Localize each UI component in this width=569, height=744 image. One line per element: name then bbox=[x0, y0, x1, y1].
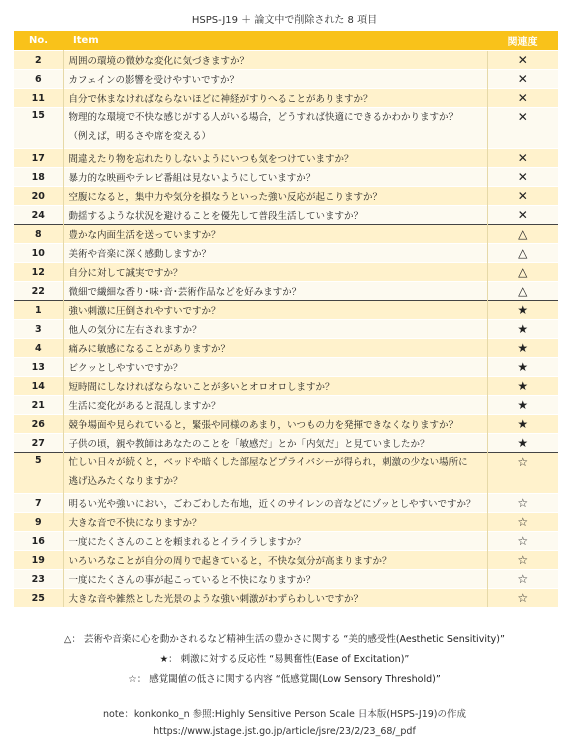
relevance-symbol: ★ bbox=[487, 339, 558, 358]
table-row bbox=[14, 244, 558, 263]
item-text-line: 競争場面や見られていると，緊張や同様のあまり，いつもの力を発揮できなくなりますか？ bbox=[68, 420, 459, 431]
table-row bbox=[14, 89, 558, 108]
item-text bbox=[63, 149, 487, 168]
item-text-line: 美術や音楽に深く感動しますか？ bbox=[68, 249, 212, 260]
table-row bbox=[14, 494, 558, 513]
table-body bbox=[14, 51, 558, 608]
relevance-symbol: ★ bbox=[487, 301, 558, 320]
relevance-symbol: ✕ bbox=[487, 149, 558, 168]
items-table bbox=[14, 31, 558, 607]
item-text-line: 空腹になると，集中力や気分を損なうといった強い反応が起こりますか？ bbox=[68, 192, 383, 203]
item-text bbox=[63, 494, 487, 513]
table-row bbox=[14, 70, 558, 89]
item-number: 18 bbox=[14, 168, 63, 187]
item-number: 22 bbox=[14, 282, 63, 301]
table-row bbox=[14, 513, 558, 532]
item-text-line: ビクッとしやすいですか？ bbox=[68, 363, 183, 374]
item-text bbox=[63, 70, 487, 89]
item-number: 11 bbox=[14, 89, 63, 108]
legend-low-threshold: ☆： 感覚閾値の低さに関する内容 “低感覚閾(Low Sensory Threshold)” bbox=[128, 674, 441, 685]
table-row bbox=[14, 282, 558, 301]
table-row bbox=[14, 51, 558, 70]
item-text-line: 物理的な環境で不快な感じがする人がいる場合，どうすれば快適にできるかわかりますか？ bbox=[68, 112, 459, 123]
item-text bbox=[63, 570, 487, 589]
item-number: 26 bbox=[14, 415, 63, 434]
table-row bbox=[14, 108, 558, 149]
item-text bbox=[63, 589, 487, 608]
item-text-line: 暴力的な映画やテレビ番組は見ないようにしていますか？ bbox=[68, 173, 316, 184]
item-text-line: 痛みに敏感になることがありますか？ bbox=[68, 344, 231, 355]
item-number: 27 bbox=[14, 434, 63, 453]
item-text bbox=[63, 551, 487, 570]
item-text-line: 豊かな内面生活を送っていますか？ bbox=[68, 230, 221, 241]
item-text bbox=[63, 206, 487, 225]
item-text-line: 動揺するような状況を避けることを優先して普段生活していますか？ bbox=[68, 211, 364, 222]
table-row bbox=[14, 225, 558, 244]
item-text-line: カフェインの影響を受けやすいですか？ bbox=[68, 75, 240, 86]
relevance-symbol: ☆ bbox=[487, 494, 558, 513]
legend-aesthetic: △： 芸術や音楽に心を動かされるなど精神生活の豊かさに関する “美的感受性(Aesthetic Sensitivity)” bbox=[64, 634, 505, 645]
item-number: 3 bbox=[14, 320, 63, 339]
table-row bbox=[14, 263, 558, 282]
table-header-row bbox=[14, 31, 558, 51]
item-text-line: 周囲の環境の微妙な変化に気づきますか？ bbox=[68, 56, 250, 67]
item-text-line: 間違えたり物を忘れたりしないようにいつも気をつけていますか？ bbox=[68, 154, 354, 165]
table-row bbox=[14, 396, 558, 415]
item-number: 4 bbox=[14, 339, 63, 358]
item-text bbox=[63, 377, 487, 396]
relevance-symbol: ✕ bbox=[487, 168, 558, 187]
item-number: 8 bbox=[14, 225, 63, 244]
item-text-line: 明るい光や強いにおい，ごわごわした布地，近くのサイレンの音などにゾッとしやすいですか？ bbox=[68, 499, 476, 510]
item-text bbox=[63, 108, 487, 149]
table-row bbox=[14, 358, 558, 377]
item-text bbox=[63, 89, 487, 108]
relevance-symbol: ☆ bbox=[487, 551, 558, 570]
item-text bbox=[63, 320, 487, 339]
item-text bbox=[63, 396, 487, 415]
item-text-line: 忙しい日々が続くと，ベッドや暗くした部屋などプライバシーが得られ，刺激の少ない場所に bbox=[68, 457, 468, 468]
item-text-line: 子供の頃，親や教師はあなたのことを「敏感だ」とか「内気だ」と見ていましたか？ bbox=[68, 439, 430, 450]
item-number: 21 bbox=[14, 396, 63, 415]
relevance-symbol: ☆ bbox=[487, 589, 558, 608]
item-text bbox=[63, 225, 487, 244]
table-row bbox=[14, 301, 558, 320]
item-number: 25 bbox=[14, 589, 63, 608]
relevance-symbol: △ bbox=[487, 263, 558, 282]
item-text-line: 強い刺激に圧倒されやすいですか？ bbox=[68, 306, 221, 317]
item-text bbox=[63, 339, 487, 358]
table-row bbox=[14, 187, 558, 206]
relevance-symbol: ✕ bbox=[487, 206, 558, 225]
item-number: 2 bbox=[14, 51, 63, 70]
item-number: 13 bbox=[14, 358, 63, 377]
table-row bbox=[14, 453, 558, 494]
item-text bbox=[63, 263, 487, 282]
relevance-symbol: ✕ bbox=[487, 187, 558, 206]
table-row bbox=[14, 570, 558, 589]
footer-reference: note：konkonko_n 参照:Highly Sensitive Person Scale 日本版(HSPS-J19)の作成 bbox=[102, 709, 467, 720]
item-number: 1 bbox=[14, 301, 63, 320]
relevance-symbol: ★ bbox=[487, 358, 558, 377]
relevance-symbol: ★ bbox=[487, 434, 558, 453]
item-text-line: 自分で休まなければならないほどに神経がすりへることがありますか？ bbox=[68, 94, 373, 105]
table-row bbox=[14, 589, 558, 608]
relevance-symbol: △ bbox=[487, 244, 558, 263]
item-text-line: 生活に変化があると混乱しますか？ bbox=[68, 401, 221, 412]
item-text-line: 大きな音で不快になりますか？ bbox=[68, 518, 202, 529]
item-text bbox=[63, 244, 487, 263]
table-row bbox=[14, 377, 558, 396]
item-text-line: 一度にたくさんのことを頼まれるとイライラしますか？ bbox=[68, 537, 306, 548]
relevance-symbol: ✕ bbox=[487, 108, 558, 149]
item-number: 24 bbox=[14, 206, 63, 225]
table-row bbox=[14, 320, 558, 339]
relevance-symbol: ★ bbox=[487, 320, 558, 339]
item-text-line-2: 逃げ込みたくなりますか？ bbox=[68, 476, 183, 487]
page-title: HSPS-J19 ＋ 論文中で削除された 8 項目 bbox=[191, 15, 378, 26]
relevance-symbol: ☆ bbox=[487, 453, 558, 494]
relevance-symbol: ★ bbox=[487, 396, 558, 415]
relevance-symbol: ☆ bbox=[487, 513, 558, 532]
item-text-line: 他人の気分に左右されますか？ bbox=[68, 325, 202, 336]
item-text-line: 微細で繊細な香り･味･音･芸術作品などを好みますか？ bbox=[68, 287, 302, 298]
relevance-symbol: ★ bbox=[487, 415, 558, 434]
legend-notes bbox=[0, 630, 569, 690]
table-row bbox=[14, 168, 558, 187]
relevance-symbol: ☆ bbox=[487, 570, 558, 589]
relevance-symbol: ✕ bbox=[487, 70, 558, 89]
relevance-symbol: △ bbox=[487, 225, 558, 244]
item-text bbox=[63, 513, 487, 532]
item-number: 10 bbox=[14, 244, 63, 263]
item-number: 15 bbox=[14, 108, 63, 149]
footer bbox=[0, 706, 569, 740]
item-text bbox=[63, 282, 487, 301]
item-text bbox=[63, 532, 487, 551]
item-text bbox=[63, 187, 487, 206]
item-text-line: 短時間にしなければならないことが多いとオロオロしますか？ bbox=[68, 382, 335, 393]
table-row bbox=[14, 532, 558, 551]
item-text bbox=[63, 434, 487, 453]
item-text-line: いろいろなことが自分の周りで起きていると，不快な気分が高まりますか？ bbox=[68, 556, 392, 567]
relevance-symbol: ✕ bbox=[487, 51, 558, 70]
item-number: 5 bbox=[14, 453, 63, 494]
item-text-line-2: （例えば，明るさや席を変える） bbox=[68, 131, 212, 142]
item-text bbox=[63, 301, 487, 320]
item-text bbox=[63, 51, 487, 70]
item-text bbox=[63, 415, 487, 434]
item-number: 9 bbox=[14, 513, 63, 532]
table-row bbox=[14, 415, 558, 434]
item-number: 20 bbox=[14, 187, 63, 206]
legend-excitation: ★： 刺激に対する反応性 “易興奮性(Ease of Excitation)” bbox=[159, 654, 410, 665]
header-item: Item bbox=[63, 31, 487, 51]
footer-url[interactable]: https://www.jstage.jst.go.jp/article/jsre/23/2/23_68/_pdf bbox=[153, 726, 416, 737]
item-number: 19 bbox=[14, 551, 63, 570]
item-number: 12 bbox=[14, 263, 63, 282]
item-number: 23 bbox=[14, 570, 63, 589]
table-row bbox=[14, 206, 558, 225]
item-number: 7 bbox=[14, 494, 63, 513]
relevance-symbol: ☆ bbox=[487, 532, 558, 551]
header-no: No. bbox=[14, 31, 63, 51]
relevance-symbol: ✕ bbox=[487, 89, 558, 108]
relevance-symbol: △ bbox=[487, 282, 558, 301]
table-row bbox=[14, 551, 558, 570]
table-row bbox=[14, 434, 558, 453]
item-text bbox=[63, 358, 487, 377]
item-text bbox=[63, 453, 487, 494]
table-row bbox=[14, 339, 558, 358]
header-relevance: 関連度 bbox=[487, 31, 558, 51]
item-text-line: 自分に対して誠実ですか？ bbox=[68, 268, 183, 279]
table-row bbox=[14, 149, 558, 168]
relevance-symbol: ★ bbox=[487, 377, 558, 396]
item-text-line: 大きな音や雑然とした光景のような強い刺激がわずらわしいですか？ bbox=[68, 594, 364, 605]
item-number: 14 bbox=[14, 377, 63, 396]
item-number: 17 bbox=[14, 149, 63, 168]
item-text bbox=[63, 168, 487, 187]
item-number: 6 bbox=[14, 70, 63, 89]
item-text-line: 一度にたくさんの事が起こっていると不快になりますか？ bbox=[68, 575, 316, 586]
item-number: 16 bbox=[14, 532, 63, 551]
